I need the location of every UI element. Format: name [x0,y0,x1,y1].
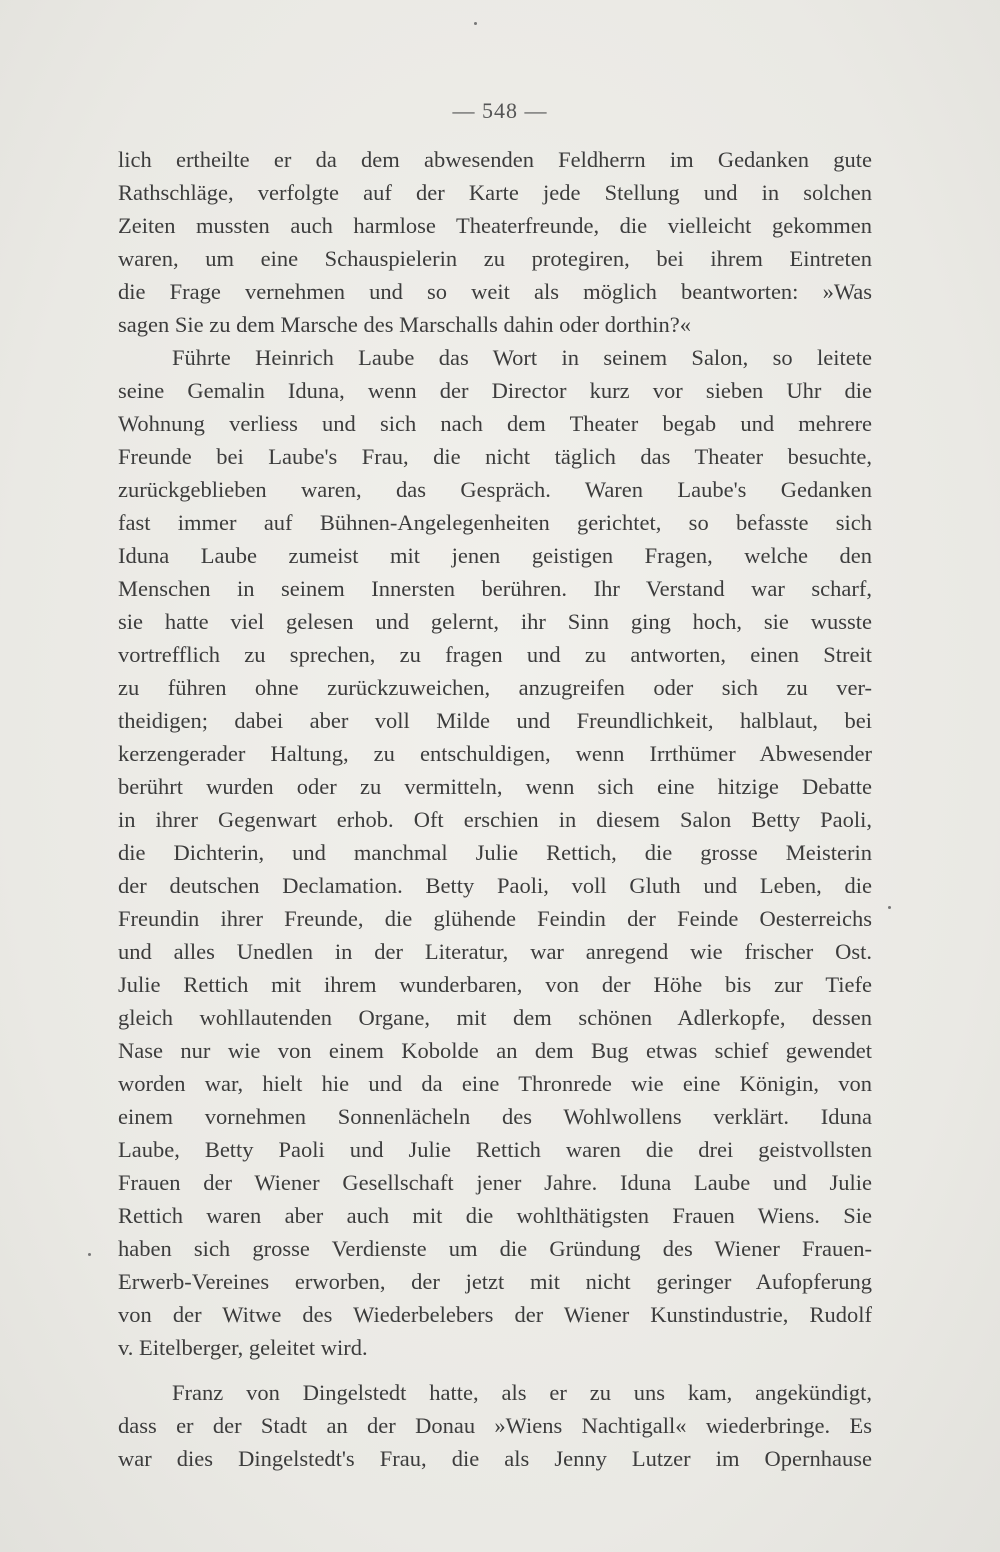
paragraph [118,341,872,1364]
text-line: Frauen der Wiener Gesellschaft jener Jahre. Iduna Laube und Julie [118,1170,872,1195]
text-line: Freunde bei Laube's Frau, die nicht täglich das Theater besuchte, [118,444,872,469]
text-line: theidigen; dabei aber voll Milde und Freundlichkeit, halblaut, bei [118,708,872,733]
text-line: der deutschen Declamation. Betty Paoli, voll Gluth und Leben, die [118,873,872,898]
paragraph-gap [118,1364,872,1376]
text-line: Wohnung verliess und sich nach dem Theater begab und mehrere [118,411,872,436]
text-line: Erwerb-Vereines erworben, der jetzt mit nicht geringer Aufopferung [118,1269,872,1294]
text-line: lich ertheilte er da dem abwesenden Feldherrn im Gedanken gute [118,147,872,172]
text-line: Iduna Laube zumeist mit jenen geistigen Fragen, welche den [118,543,872,568]
text-line: kerzengerader Haltung, zu entschuldigen, wenn Irrthümer Abwesender [118,741,872,766]
text-line: einem vornehmen Sonnenlächeln des Wohlwollens verklärt. Iduna [118,1104,872,1129]
text-line: Führte Heinrich Laube das Wort in seinem Salon, so leitete [172,345,872,370]
text-line: gleich wohllautenden Organe, mit dem schönen Adlerkopfe, dessen [118,1005,872,1030]
text-line: Freundin ihrer Freunde, die glühende Feindin der Feinde Oesterreichs [118,906,872,931]
text-line: sie hatte viel gelesen und gelernt, ihr Sinn ging hoch, sie wusste [118,609,872,634]
page-number: — 548 — [452,98,548,123]
paper-speck [888,906,891,909]
text-line: Rettich waren aber auch mit die wohlthätigsten Frauen Wiens. Sie [118,1203,872,1228]
text-line: Laube, Betty Paoli und Julie Rettich waren die drei geistvollsten [118,1137,872,1162]
text-line: Menschen in seinem Innersten berühren. Ihr Verstand war scharf, [118,576,872,601]
text-line: die Dichterin, und manchmal Julie Rettich, die grosse Meisterin [118,840,872,865]
text-line: berührt wurden oder zu vermitteln, wenn sich eine hitzige Debatte [118,774,872,799]
text-line: v. Eitelberger, geleitet wird. [118,1335,368,1360]
text-line: fast immer auf Bühnen-Angelegenheiten gerichtet, so befasste sich [118,510,872,535]
text-line: von der Witwe des Wiederbelebers der Wiener Kunstindustrie, Rudolf [118,1302,872,1327]
paper-speck [474,22,477,25]
text-line: die Frage vernehmen und so weit als möglich beantworten: »Was [118,279,872,304]
text-line: war dies Dingelstedt's Frau, die als Jenny Lutzer im Opernhause [118,1446,872,1471]
paper-speck [88,1253,91,1256]
text-line: sagen Sie zu dem Marsche des Marschalls dahin oder dorthin?« [118,312,691,337]
text-line: waren, um eine Schauspielerin zu protegiren, bei ihrem Eintreten [118,246,872,271]
text-line: dass er der Stadt an der Donau »Wiens Nachtigall« wiederbringe. Es [118,1413,872,1438]
text-line: zurückgeblieben waren, das Gespräch. Waren Laube's Gedanken [118,477,872,502]
text-line: Franz von Dingelstedt hatte, als er zu uns kam, angekündigt, [172,1380,872,1405]
text-line: und alles Unedlen in der Literatur, war anregend wie frischer Ost. [118,939,872,964]
text-line: zu führen ohne zurückzuweichen, anzugreifen oder sich zu ver- [118,675,872,700]
text-line: worden war, hielt hie und da eine Thronrede wie eine Königin, von [118,1071,872,1096]
text-line: vortrefflich zu sprechen, zu fragen und zu antworten, einen Streit [118,642,872,667]
paragraph [118,1376,872,1475]
text-line: haben sich grosse Verdienste um die Gründung des Wiener Frauen- [118,1236,872,1261]
text-line: seine Gemalin Iduna, wenn der Director kurz vor sieben Uhr die [118,378,872,403]
text-line: in ihrer Gegenwart erhob. Oft erschien in diesem Salon Betty Paoli, [118,807,872,832]
text-line: Zeiten mussten auch harmlose Theaterfreunde, die vielleicht gekommen [118,213,872,238]
body-text [118,143,872,1475]
paragraph [118,143,872,341]
text-line: Nase nur wie von einem Kobolde an dem Bug etwas schief gewendet [118,1038,872,1063]
text-line: Julie Rettich mit ihrem wunderbaren, von der Höhe bis zur Tiefe [118,972,872,997]
text-line: Rathschläge, verfolgte auf der Karte jede Stellung und in solchen [118,180,872,205]
